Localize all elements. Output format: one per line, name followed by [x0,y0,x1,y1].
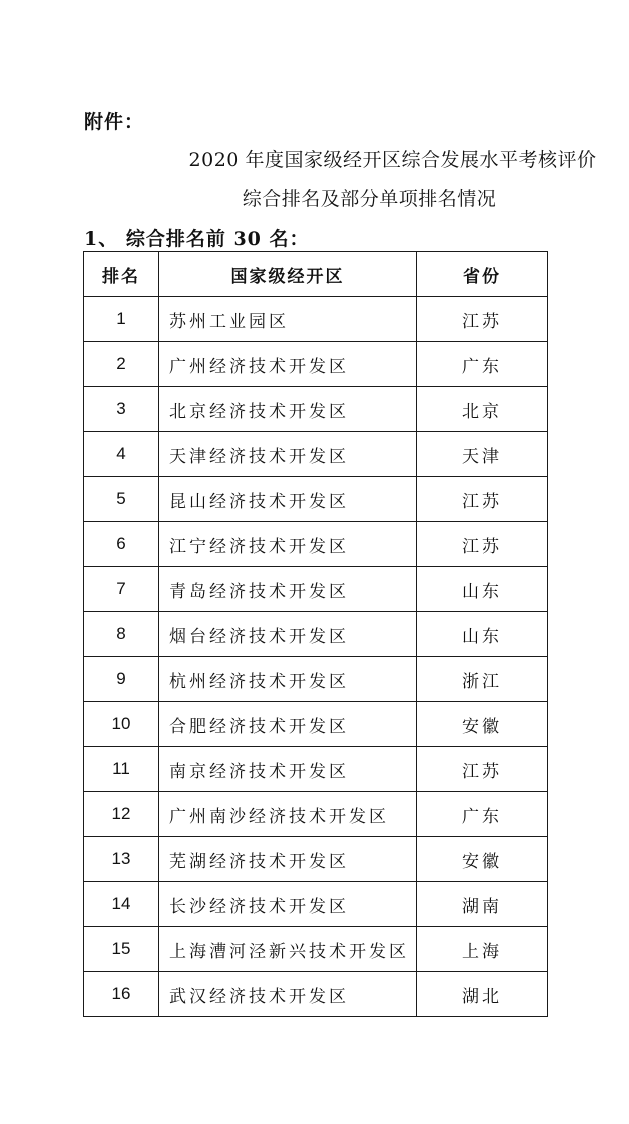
table-row [84,792,548,837]
rank-cell: 2 [84,342,159,387]
zone-name-cell: 芜湖经济技术开发区 [159,837,417,882]
zone-name-cell: 苏州工业园区 [159,297,417,342]
rank-cell: 1 [84,297,159,342]
table-row [84,927,548,972]
table-row [84,747,548,792]
province-cell: 天津 [417,432,548,477]
rank-cell: 8 [84,612,159,657]
province-cell: 广东 [417,792,548,837]
table-row [84,972,548,1017]
rank-cell: 6 [84,522,159,567]
zone-name-cell: 江宁经济技术开发区 [159,522,417,567]
ranking-table [83,251,548,1017]
province-cell: 广东 [417,342,548,387]
table-row [84,837,548,882]
column-header-rank: 排名 [84,252,159,297]
table-row [84,297,548,342]
province-cell: 山东 [417,612,548,657]
table-row [84,702,548,747]
table-row [84,477,548,522]
table-row [84,612,548,657]
province-cell: 江苏 [417,297,548,342]
zone-name-cell: 广州南沙经济技术开发区 [159,792,417,837]
attachment-label: 附件： [84,111,145,133]
province-cell: 湖南 [417,882,548,927]
province-cell: 江苏 [417,477,548,522]
rank-cell: 3 [84,387,159,432]
table-row [84,522,548,567]
zone-name-cell: 武汉经济技术开发区 [159,972,417,1017]
rank-cell: 14 [84,882,159,927]
rank-cell: 16 [84,972,159,1017]
zone-name-cell: 杭州经济技术开发区 [159,657,417,702]
table-row [84,882,548,927]
rank-cell: 5 [84,477,159,522]
zone-name-cell: 昆山经济技术开发区 [159,477,417,522]
province-cell: 浙江 [417,657,548,702]
zone-name-cell: 青岛经济技术开发区 [159,567,417,612]
province-cell: 湖北 [417,972,548,1017]
rank-cell: 12 [84,792,159,837]
table-body [84,297,548,1017]
province-cell: 安徽 [417,837,548,882]
section-heading: 1、 综合排名前 30 名： [84,228,310,250]
table-row [84,657,548,702]
zone-name-cell: 天津经济技术开发区 [159,432,417,477]
zone-name-cell: 烟台经济技术开发区 [159,612,417,657]
rank-cell: 11 [84,747,159,792]
zone-name-cell: 合肥经济技术开发区 [159,702,417,747]
rank-cell: 13 [84,837,159,882]
column-header-province: 省份 [417,252,548,297]
zone-name-cell: 上海漕河泾新兴技术开发区 [159,927,417,972]
rank-cell: 15 [84,927,159,972]
province-cell: 江苏 [417,747,548,792]
province-cell: 上海 [417,927,548,972]
province-cell: 北京 [417,387,548,432]
province-cell: 江苏 [417,522,548,567]
table-header-row [84,252,548,297]
rank-cell: 9 [84,657,159,702]
table-row [84,567,548,612]
rank-cell: 10 [84,702,159,747]
province-cell: 安徽 [417,702,548,747]
table-row [84,387,548,432]
zone-name-cell: 北京经济技术开发区 [159,387,417,432]
province-cell: 山东 [417,567,548,612]
table-row [84,432,548,477]
document-title-line-1: 2020 年度国家级经开区综合发展水平考核评价 [188,149,597,171]
rank-cell: 7 [84,567,159,612]
rank-cell: 4 [84,432,159,477]
column-header-zone: 国家级经开区 [159,252,417,297]
document-title-line-2: 综合排名及部分单项排名情况 [242,188,497,210]
table-row [84,342,548,387]
zone-name-cell: 长沙经济技术开发区 [159,882,417,927]
zone-name-cell: 南京经济技术开发区 [159,747,417,792]
zone-name-cell: 广州经济技术开发区 [159,342,417,387]
